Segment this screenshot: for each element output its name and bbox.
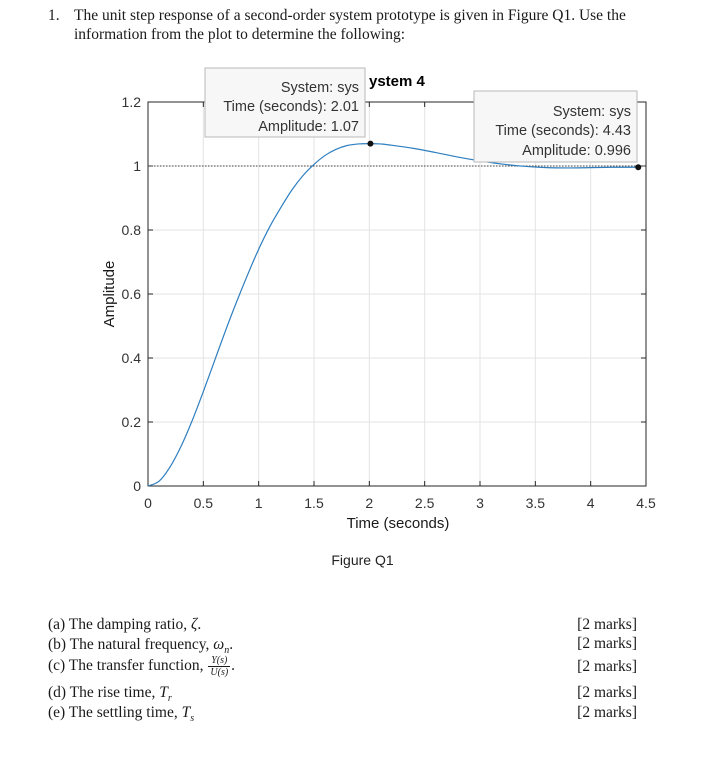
y-tick-label: 1	[133, 158, 141, 174]
figure-caption: Figure Q1	[331, 552, 394, 568]
datatip-peak-system: System: sys	[280, 80, 359, 96]
x-tick-label: 2	[365, 495, 374, 511]
y-tick-label: 1.2	[121, 94, 141, 110]
y-tick-label: 0.4	[121, 350, 141, 366]
part-e-subscript: s	[190, 713, 195, 725]
datatip-marker	[367, 141, 373, 147]
transfer-function-fraction	[208, 655, 230, 678]
x-tick-label: 2.5	[414, 495, 435, 511]
x-tick-label: 3.5	[525, 495, 546, 511]
question-number: 1.	[48, 7, 60, 24]
part-a-label: (a) The damping ratio,	[48, 616, 192, 633]
fraction-numerator: Y(s)	[208, 655, 230, 667]
part-e	[48, 704, 194, 728]
question-text: The unit step response of a second-order system prototype is given in Figure Q1. Use the information from the plot to determine the following:	[74, 7, 626, 43]
y-axis-label: Amplitude	[101, 260, 118, 328]
part-c	[48, 655, 235, 678]
y-tick-label: 0.8	[121, 222, 141, 238]
part-b-symbol: ω	[213, 636, 225, 653]
x-tick-label: 0.5	[193, 495, 214, 511]
part-d-marks: [2 marks]	[577, 684, 637, 701]
part-a-marks: [2 marks]	[577, 616, 637, 633]
datatip-settled-time: Time (seconds): 4.43	[495, 123, 631, 139]
plot-title: ystem 4	[369, 73, 425, 90]
fraction-denominator: U(s)	[210, 667, 229, 678]
y-tick-label: 0.2	[121, 414, 141, 430]
part-c-marks: [2 marks]	[577, 658, 637, 675]
part-b-label: (b) The natural frequency,	[48, 636, 214, 653]
x-axis-label: Time (seconds)	[346, 515, 450, 532]
datatip-settled-system: System: sys	[552, 104, 631, 120]
part-a-end: .	[197, 616, 202, 633]
part-e-marks: [2 marks]	[577, 704, 637, 721]
y-tick-label: 0	[133, 478, 141, 494]
part-a-symbol: ζ	[191, 616, 198, 633]
datatip-settled-amplitude: Amplitude: 0.996	[522, 143, 631, 159]
datatip-peak[interactable]	[205, 68, 365, 137]
datatip-settled[interactable]	[474, 91, 637, 162]
part-e-label: (e) The settling time,	[48, 704, 182, 721]
x-tick-label: 4	[586, 495, 595, 511]
part-c-end: .	[231, 657, 236, 675]
x-tick-label: 1	[254, 495, 263, 511]
part-b-marks: [2 marks]	[577, 635, 637, 652]
y-tick-label: 0.6	[121, 286, 141, 302]
part-b-end: .	[229, 636, 234, 653]
datatip-peak-time: Time (seconds): 2.01	[223, 99, 359, 115]
datatip-peak-amplitude: Amplitude: 1.07	[258, 119, 359, 135]
x-tick-label: 1.5	[304, 495, 324, 511]
part-a	[48, 616, 201, 634]
part-d-subscript: r	[167, 693, 172, 705]
x-tick-label: 3	[476, 495, 484, 511]
part-d-symbol: T	[159, 684, 168, 701]
x-tick-label: 0	[144, 495, 152, 511]
part-c-label: (c) The transfer function,	[48, 657, 208, 675]
part-b-subscript: n	[224, 645, 230, 657]
datatip-marker	[635, 164, 641, 170]
step-response-curve	[148, 144, 638, 486]
part-e-symbol: T	[181, 704, 191, 721]
part-d-label: (d) The rise time,	[48, 684, 160, 701]
x-tick-label: 4.5	[636, 495, 656, 511]
